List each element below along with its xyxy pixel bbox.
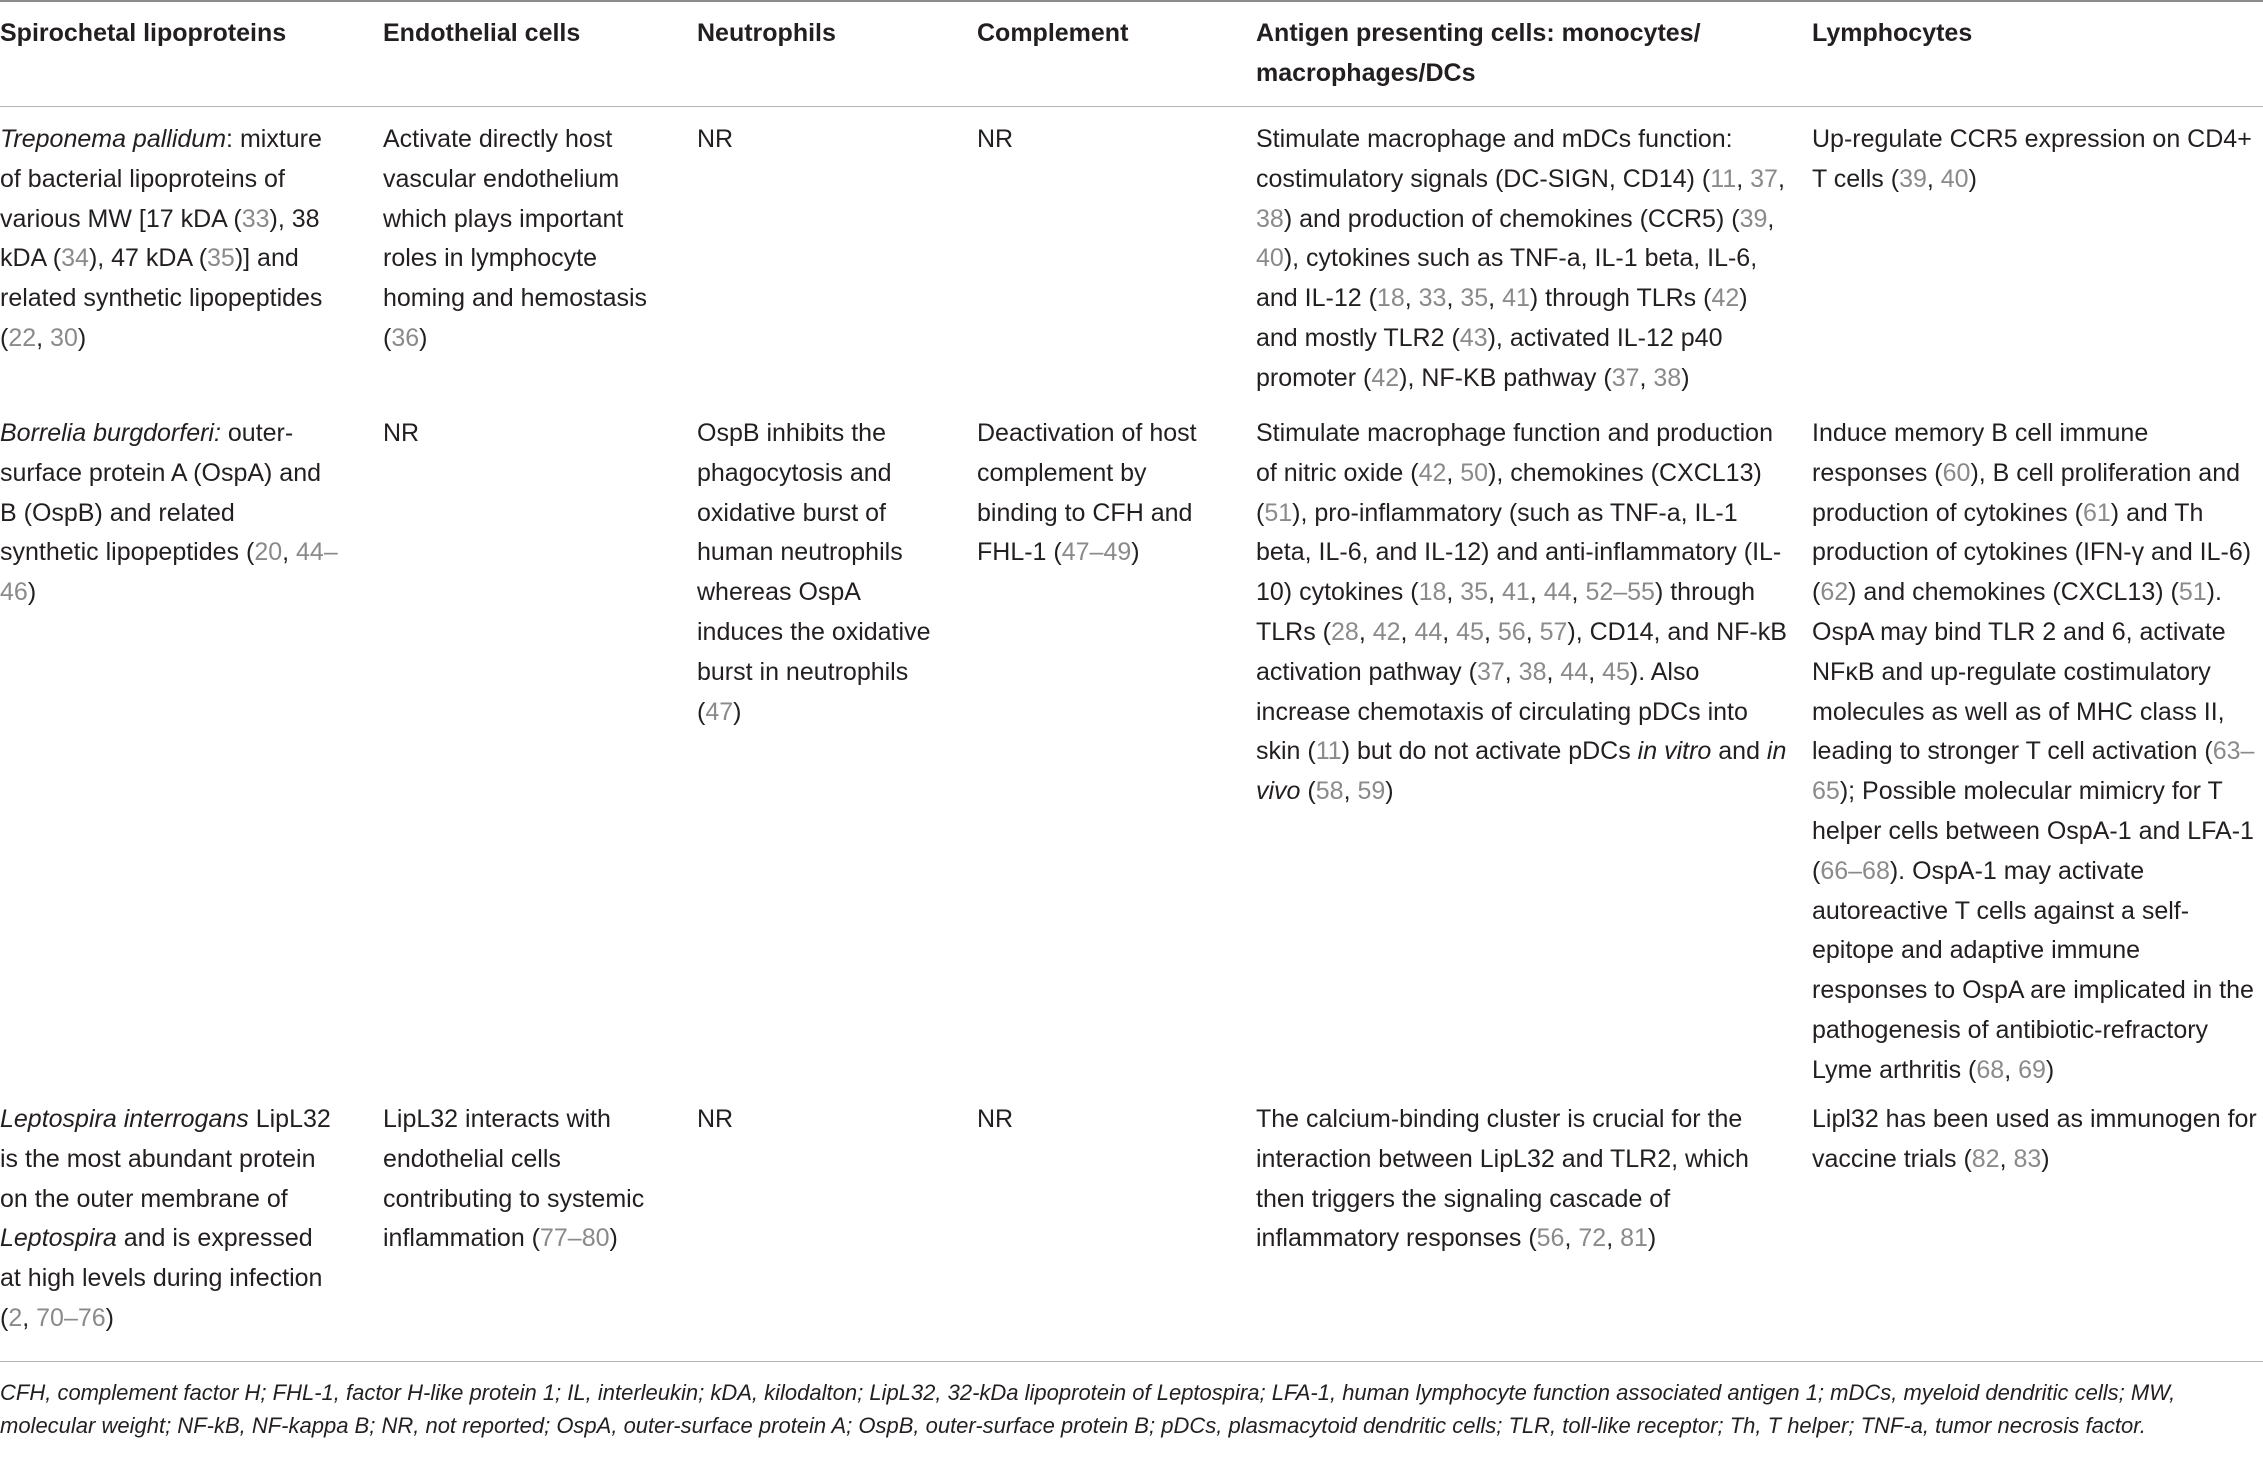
italic-term: in vivo bbox=[1256, 737, 1787, 806]
reference-link[interactable]: 40 bbox=[1256, 244, 1284, 273]
reference-link[interactable]: 57 bbox=[1539, 617, 1568, 646]
reference-link[interactable]: 58 bbox=[1315, 777, 1344, 806]
reference-link[interactable]: 39 bbox=[1899, 164, 1927, 193]
reference-link[interactable]: 38 bbox=[1256, 204, 1284, 233]
reference-link[interactable]: 51 bbox=[1264, 498, 1293, 527]
row2-complement: Deactivation of host complement by binding to CFH and FHL-1 (47–49) bbox=[977, 419, 1197, 567]
row3-endothelial: LipL32 interacts with endothelial cells contributing to systemic inflammation (77–80) bbox=[383, 1105, 645, 1253]
row2-lipoprotein: Borrelia burgdorferi: outer-surface protein A (OspA) and B (OspB) and related synthetic lipopeptides (20, 44–46) bbox=[0, 419, 338, 607]
reference-link[interactable]: 40 bbox=[1940, 164, 1969, 193]
table-bottom-rule bbox=[0, 1361, 2263, 1362]
reference-link[interactable]: 33 bbox=[241, 204, 270, 233]
reference-link[interactable]: 37 bbox=[1750, 164, 1778, 193]
reference-link[interactable]: 43 bbox=[1459, 323, 1488, 352]
reference-link[interactable]: 35 bbox=[1460, 284, 1489, 313]
reference-link[interactable]: 56 bbox=[1497, 617, 1526, 646]
reference-link[interactable]: 39 bbox=[1739, 204, 1768, 233]
reference-link[interactable]: 28 bbox=[1331, 617, 1359, 646]
reference-link[interactable]: 69 bbox=[2018, 1055, 2046, 1084]
reference-link[interactable]: 81 bbox=[1620, 1224, 1648, 1253]
reference-link[interactable]: 47–49 bbox=[1061, 538, 1132, 567]
reference-link[interactable]: 42 bbox=[1711, 284, 1740, 313]
reference-link[interactable]: 18 bbox=[1418, 578, 1447, 607]
table-footnote: CFH, complement factor H; FHL-1, factor H-like protein 1; IL, interleukin; kDA, kilodalton; LipL32, 32-kDa lipoprotein of Leptospira; LFA-1, human lymphocyte function associated antigen 1; mDCs, myeloid dendritic cells; MW, molecular weight; NF-kB, NF-kappa B; NR, not reported; OspA, outer-surface protein A; OspB, outer-surface protein B; pDCs, plasmacytoid dendritic cells; TLR, toll-like receptor; Th, T helper; TNF-a, tumor necrosis factor. bbox=[0, 1380, 2176, 1438]
reference-link[interactable]: 18 bbox=[1376, 284, 1405, 313]
reference-link[interactable]: 11 bbox=[1710, 164, 1737, 193]
header-lymphocytes: Lymphocytes bbox=[1812, 19, 1973, 47]
reference-link[interactable]: 44 bbox=[1414, 617, 1443, 646]
row3-lipoprotein: Leptospira interrogans LipL32 is the most abundant protein on the outer membrane of Leptospira and is expressed at high levels during infection (2, 70–76) bbox=[0, 1105, 331, 1332]
row1-lipoprotein: Treponema pallidum: mixture of bacterial lipoproteins of various MW [17 kDA (33), 38 kDA (34), 47 kDA (35)] and related synthetic lipopeptides (22, 30) bbox=[0, 125, 323, 352]
reference-link[interactable]: 82 bbox=[1971, 1144, 2000, 1173]
header-complement: Complement bbox=[977, 19, 1129, 47]
reference-link[interactable]: 42 bbox=[1418, 458, 1447, 487]
reference-link[interactable]: 36 bbox=[391, 323, 420, 352]
reference-link[interactable]: 47 bbox=[705, 697, 734, 726]
reference-link[interactable]: 20 bbox=[254, 538, 283, 567]
reference-link[interactable]: 38 bbox=[1653, 363, 1682, 392]
header-antigen-presenting-cells: Antigen presenting cells: monocytes/ macrophages/DCs bbox=[1256, 19, 1701, 87]
reference-link[interactable]: 33 bbox=[1418, 284, 1447, 313]
reference-link[interactable]: 30 bbox=[50, 323, 78, 352]
reference-link[interactable]: 50 bbox=[1460, 458, 1489, 487]
reference-link[interactable]: 37 bbox=[1611, 363, 1640, 392]
row2-apc: Stimulate macrophage function and production of nitric oxide (42, 50), chemokines (CXCL13) (51), pro-inflammatory (such as TNF-a, IL-1 beta, IL-6, and IL-12) and anti-inflammatory (IL-10) cytokines (18, 35, 41, 44, 52–55) through TLRs (28, 42, 44, 45, 56, 57), CD14, and NF-kB activation pathway (37, 38, 44, 45). Also increase chemotaxis of circulating pDCs into skin (11) but do not activate pDCs in vitro and in vivo (58, 59) bbox=[1256, 419, 1787, 806]
reference-link[interactable]: 35 bbox=[207, 244, 235, 273]
row1-complement: NR bbox=[977, 125, 1014, 153]
reference-link[interactable]: 72 bbox=[1578, 1224, 1607, 1253]
header-bottom-rule bbox=[0, 106, 2263, 107]
reference-link[interactable]: 22 bbox=[8, 323, 37, 352]
row1-apc: Stimulate macrophage and mDCs function: costimulatory signals (DC-SIGN, CD14) (11, 37, 38) and production of chemokines (CCR5) (39, 40), cytokines such as TNF-a, IL-1 beta, IL-6, and IL-12 (18, 33, 35, 41) through TLRs (42) and mostly TLR2 (43), activated IL-12 p40 promoter (42), NF-KB pathway (37, 38) bbox=[1256, 125, 1785, 392]
header-neutrophils: Neutrophils bbox=[697, 19, 836, 47]
reference-link[interactable]: 42 bbox=[1371, 363, 1400, 392]
row3-complement: NR bbox=[977, 1105, 1014, 1133]
reference-link[interactable]: 11 bbox=[1315, 737, 1342, 766]
reference-link[interactable]: 37 bbox=[1476, 657, 1505, 686]
reference-link[interactable]: 66–68 bbox=[1820, 856, 1890, 885]
reference-link[interactable]: 42 bbox=[1372, 617, 1401, 646]
reference-link[interactable]: 70–76 bbox=[36, 1303, 106, 1332]
reference-link[interactable]: 83 bbox=[2013, 1144, 2042, 1173]
italic-term: in vitro bbox=[1637, 737, 1712, 766]
italic-term: Leptospira interrogans bbox=[0, 1105, 249, 1133]
row1-neutrophils: NR bbox=[697, 125, 734, 153]
reference-link[interactable]: 34 bbox=[61, 244, 89, 273]
reference-link[interactable]: 45 bbox=[1456, 617, 1484, 646]
reference-link[interactable]: 56 bbox=[1536, 1224, 1565, 1253]
table-top-rule bbox=[0, 0, 2263, 2]
reference-link[interactable]: 44 bbox=[1543, 578, 1572, 607]
reference-link[interactable]: 41 bbox=[1502, 284, 1530, 313]
italic-term: Borrelia burgdorferi: bbox=[0, 419, 221, 447]
italic-term: Leptospira bbox=[0, 1224, 117, 1253]
reference-link[interactable]: 45 bbox=[1602, 657, 1630, 686]
reference-link[interactable]: 44 bbox=[1560, 657, 1589, 686]
reference-link[interactable]: 62 bbox=[1820, 578, 1849, 607]
row3-neutrophils: NR bbox=[697, 1105, 734, 1133]
reference-link[interactable]: 63–65 bbox=[1812, 737, 2255, 806]
reference-link[interactable]: 68 bbox=[1976, 1055, 2005, 1084]
row3-lymphocytes: Lipl32 has been used as immunogen for vaccine trials (82, 83) bbox=[1812, 1105, 2257, 1173]
italic-term: Treponema pallidum bbox=[0, 125, 227, 153]
row3-apc: The calcium-binding cluster is crucial for the interaction between LipL32 and TLR2, which then triggers the signaling cascade of inflammatory responses (56, 72, 81) bbox=[1256, 1105, 1749, 1253]
header-endothelial-cells: Endothelial cells bbox=[383, 19, 581, 47]
reference-link[interactable]: 77–80 bbox=[540, 1224, 610, 1253]
reference-link[interactable]: 60 bbox=[1942, 458, 1971, 487]
row1-lymphocytes: Up-regulate CCR5 expression on CD4+ T cells (39, 40) bbox=[1812, 125, 2252, 193]
row2-lymphocytes: Induce memory B cell immune responses (60), B cell proliferation and production of cytokines (61) and Th production of cytokines (IFN-γ and IL-6) (62) and chemokines (CXCL13) (51). OspA may bind TLR 2 and 6, activate NFκB and up-regulate costimulatory molecules as well as of MHC class II, leading to stronger T cell activation (63–65); Possible molecular mimicry for T helper cells between OspA-1 and LFA-1 (66–68). OspA-1 may activate autoreactive T cells against a self-epitope and adaptive immune responses to OspA are implicated in the pathogenesis of antibiotic-refractory Lyme arthritis (68, 69) bbox=[1812, 419, 2255, 1084]
header-spirochetal-lipoproteins: Spirochetal lipoproteins bbox=[0, 19, 287, 47]
reference-link[interactable]: 41 bbox=[1502, 578, 1530, 607]
reference-link[interactable]: 2 bbox=[8, 1303, 23, 1332]
reference-link[interactable]: 35 bbox=[1460, 578, 1489, 607]
row2-neutrophils: OspB inhibits the phagocytosis and oxidative burst of human neutrophils whereas OspA induces the oxidative burst in neutrophils (47) bbox=[697, 419, 931, 726]
row2-endothelial: NR bbox=[383, 419, 420, 447]
reference-link[interactable]: 44–46 bbox=[0, 538, 338, 607]
reference-link[interactable]: 52–55 bbox=[1585, 578, 1655, 607]
reference-link[interactable]: 61 bbox=[2082, 498, 2111, 527]
reference-link[interactable]: 51 bbox=[2178, 578, 2207, 607]
reference-link[interactable]: 38 bbox=[1518, 657, 1547, 686]
reference-link[interactable]: 59 bbox=[1357, 777, 1386, 806]
row1-endothelial: Activate directly host vascular endothelium which plays important roles in lymphocyte homing and hemostasis (36) bbox=[383, 125, 648, 352]
